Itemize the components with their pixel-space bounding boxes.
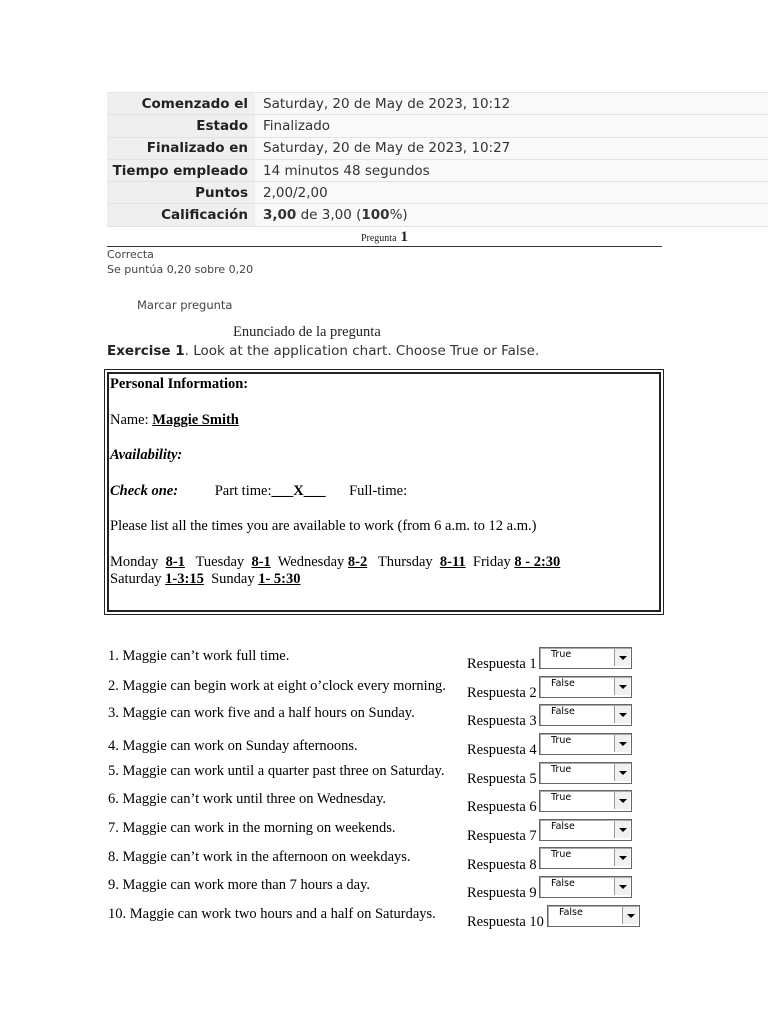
answer-select-value: False [551, 821, 575, 832]
form-availability [110, 447, 182, 464]
answer-select-value: False [551, 706, 575, 717]
response-label-6: Respuesta 6 [467, 799, 537, 815]
statement-7: 7. Maggie can work in the morning on weekends. [108, 820, 396, 836]
full-time-label: Full-time: [349, 483, 408, 499]
answer-select-7[interactable] [539, 819, 632, 841]
chevron-down-icon [614, 649, 630, 666]
summary-value: 2,00/2,00 [255, 182, 768, 204]
summary-label: Tiempo empleado [107, 159, 255, 181]
day-label: Tuesday [195, 554, 245, 570]
response-label-5: Respuesta 5 [467, 771, 537, 787]
summary-label: Puntos [107, 182, 255, 204]
grade-label: Calificación [107, 204, 255, 226]
summary-label: Finalizado en [107, 137, 255, 159]
chevron-down-icon [614, 706, 630, 723]
grade-value [255, 204, 768, 226]
day-label: Thursday [377, 554, 433, 570]
statement-10: 10. Maggie can work two hours and a half on Saturdays. [108, 906, 436, 922]
chevron-down-icon [614, 821, 630, 838]
form-name-line [110, 412, 239, 429]
day-hours: 1-3:15 [165, 571, 204, 587]
summary-value: Saturday, 20 de May de 2023, 10:27 [255, 137, 768, 159]
response-label-7: Respuesta 7 [467, 828, 537, 844]
answer-select-value: True [551, 735, 572, 746]
summary-row [107, 93, 768, 115]
day-label: Saturday [110, 571, 162, 587]
answer-select-2[interactable] [539, 676, 632, 698]
response-label-10: Respuesta 10 [467, 914, 544, 930]
response-label-3: Respuesta 3 [467, 713, 537, 729]
statement-5: 5. Maggie can work until a quarter past three on Saturday. [108, 763, 445, 779]
answer-select-value: False [559, 907, 583, 918]
answer-select-3[interactable] [539, 704, 632, 726]
exercise-title: Exercise 1 [107, 343, 185, 359]
day-hours: 8-1 [165, 554, 185, 570]
day-hours: 1- 5:30 [258, 571, 301, 587]
exercise-text: . Look at the application chart. Choose True or False. [184, 343, 540, 359]
question-number: 1 [400, 229, 409, 245]
response-label-1: Respuesta 1 [467, 656, 537, 672]
day-hours: 8 - 2:30 [514, 554, 561, 570]
chevron-down-icon [614, 792, 630, 809]
day-label: Friday [472, 554, 511, 570]
form-instruction: Please list all the times you are available to work (from 6 a.m. to 12 a.m.) [110, 518, 537, 534]
answer-select-1[interactable] [539, 647, 632, 669]
statement-8: 8. Maggie can’t work in the afternoon on weekdays. [108, 849, 411, 865]
day-hours: 8-2 [347, 554, 368, 570]
attempt-summary-table [107, 92, 768, 227]
summary-row [107, 159, 768, 181]
summary-value: Finalizado [255, 115, 768, 137]
grade-percent: 100 [361, 207, 390, 224]
check-one-label: Check one: [110, 483, 179, 499]
answer-select-10[interactable] [547, 905, 640, 927]
grade-suffix: %) [389, 207, 408, 224]
summary-value: 14 minutos 48 segundos [255, 159, 768, 181]
statement-4: 4. Maggie can work on Sunday afternoons. [108, 738, 358, 754]
summary-row-grade [107, 204, 768, 226]
summary-row [107, 115, 768, 137]
name-value: Maggie Smith [152, 412, 239, 428]
summary-label: Estado [107, 115, 255, 137]
summary-label: Comenzado el [107, 93, 255, 115]
answer-select-5[interactable] [539, 762, 632, 784]
day-label: Wednesday [277, 554, 345, 570]
form-days-line-2 [110, 571, 301, 588]
flag-question-link[interactable]: Marcar pregunta [137, 298, 233, 312]
answer-select-value: True [551, 849, 572, 860]
statement-2: 2. Maggie can begin work at eight o’clock every morning. [108, 678, 446, 694]
day-label: Sunday [211, 571, 255, 587]
summary-value: Saturday, 20 de May de 2023, 10:12 [255, 93, 768, 115]
question-state: Correcta [107, 248, 154, 261]
chevron-down-icon [614, 878, 630, 895]
answer-select-value: False [551, 678, 575, 689]
question-header-label: Pregunta [360, 233, 397, 244]
statement-1: 1. Maggie can’t work full time. [108, 648, 290, 664]
answer-select-8[interactable] [539, 847, 632, 869]
name-label: Name: [110, 412, 153, 428]
question-header [107, 228, 662, 247]
chevron-down-icon [614, 678, 630, 695]
question-grade: Se puntúa 0,20 sobre 0,20 [107, 263, 254, 276]
chevron-down-icon [614, 735, 630, 752]
exercise-instruction [107, 343, 539, 359]
summary-row [107, 137, 768, 159]
question-text-heading: Enunciado de la pregunta [233, 324, 381, 340]
application-form [107, 372, 661, 612]
chevron-down-icon [622, 907, 638, 924]
form-days-line-1 [110, 554, 560, 571]
statement-3: 3. Maggie can work five and a half hours on Sunday. [108, 705, 415, 721]
part-time-label: Part time: [214, 483, 272, 499]
chevron-down-icon [614, 849, 630, 866]
chevron-down-icon [614, 764, 630, 781]
answer-select-9[interactable] [539, 876, 632, 898]
response-label-4: Respuesta 4 [467, 742, 537, 758]
answer-select-value: True [551, 764, 572, 775]
day-hours: 8-1 [251, 554, 271, 570]
statement-9: 9. Maggie can work more than 7 hours a day. [108, 877, 370, 893]
answer-select-value: True [551, 649, 572, 660]
part-time-value: ___X___ [271, 483, 326, 499]
response-label-8: Respuesta 8 [467, 857, 537, 873]
form-check-line [110, 483, 407, 500]
statement-6: 6. Maggie can’t work until three on Wednesday. [108, 791, 387, 807]
grade-middle: de 3,00 ( [296, 207, 362, 224]
answer-select-4[interactable] [539, 733, 632, 755]
summary-row [107, 182, 768, 204]
answer-select-value: True [551, 792, 572, 803]
response-label-2: Respuesta 2 [467, 685, 537, 701]
day-hours: 8-11 [439, 554, 466, 570]
answer-select-6[interactable] [539, 790, 632, 812]
availability-heading: Availability: [110, 447, 183, 463]
grade-score: 3,00 [263, 207, 297, 224]
answer-select-value: False [551, 878, 575, 889]
response-label-9: Respuesta 9 [467, 885, 537, 901]
day-label: Monday [110, 554, 159, 570]
form-personal-info [110, 376, 248, 393]
personal-info-heading: Personal Information: [110, 376, 249, 392]
